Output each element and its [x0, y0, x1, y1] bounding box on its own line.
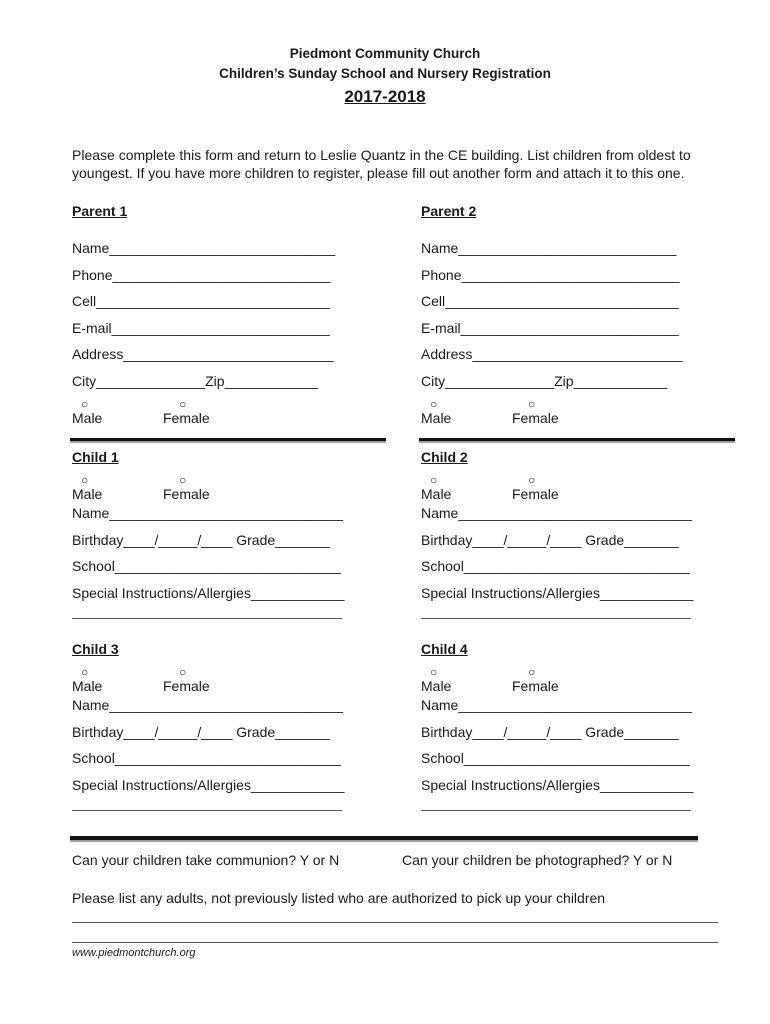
child-2-extra-line[interactable]: [421, 618, 691, 619]
child-4-heading: Child 4: [421, 641, 468, 657]
child-4-female-radio[interactable]: ○: [528, 665, 536, 679]
child-1-special-instructions-field[interactable]: Special Instructions/Allergies____________: [72, 585, 345, 601]
parent-2-male-label: Male: [421, 410, 452, 426]
parent-2-cell-field[interactable]: Cell______________________________: [421, 293, 679, 309]
pickup-question: Please list any adults, not previously listed who are authorized to pick up your children: [72, 890, 606, 906]
intro-line-1: Please complete this form and return to Leslie Quantz in the CE building. List children from oldest to: [72, 147, 691, 163]
communion-question[interactable]: Can your children take communion? Y or N: [72, 852, 340, 868]
child-2-female-label: Female: [512, 486, 559, 502]
parent-1-male-label: Male: [72, 410, 103, 426]
child-4-school-field[interactable]: School_____________________________: [421, 750, 690, 766]
child-3-extra-line[interactable]: [72, 810, 342, 811]
parent-1-female-radio[interactable]: ○: [179, 397, 187, 411]
child-3-male-label: Male: [72, 678, 103, 694]
church-name: Piedmont Community Church: [289, 46, 481, 61]
parent-1-phone-field[interactable]: Phone____________________________: [72, 267, 331, 283]
pickup-answer-line-2[interactable]: [72, 942, 718, 943]
child-4-male-label: Male: [421, 678, 452, 694]
child-1-female-radio[interactable]: ○: [179, 473, 187, 487]
form-title: Children’s Sunday School and Nursery Registration: [219, 66, 551, 81]
parent-2-address-field[interactable]: Address___________________________: [421, 346, 683, 362]
parent-2-divider: [419, 438, 735, 441]
child-2-female-radio[interactable]: ○: [528, 473, 536, 487]
pickup-answer-line-1[interactable]: [72, 922, 718, 923]
intro-line-2: youngest. If you have more children to register, please fill out another form and attach it to this one.: [72, 165, 685, 181]
child-1-school-field[interactable]: School_____________________________: [72, 558, 341, 574]
parent-1-address-field[interactable]: Address___________________________: [72, 346, 334, 362]
parent-1-email-field[interactable]: E-mail____________________________: [72, 320, 330, 336]
child-3-name-field[interactable]: Name______________________________: [72, 697, 343, 713]
parent-2-male-radio[interactable]: ○: [430, 397, 438, 411]
parent-2-heading: Parent 2: [421, 203, 477, 219]
child-2-special-instructions-field[interactable]: Special Instructions/Allergies____________: [421, 585, 694, 601]
child-3-birthday-grade-field[interactable]: Birthday____/_____/____ Grade_______: [72, 724, 330, 740]
child-1-heading: Child 1: [72, 449, 119, 465]
child-1-birthday-grade-field[interactable]: Birthday____/_____/____ Grade_______: [72, 532, 330, 548]
parent-2-female-label: Female: [512, 410, 559, 426]
parent-1-name-field[interactable]: Name_____________________________: [72, 240, 336, 256]
child-2-name-field[interactable]: Name______________________________: [421, 505, 692, 521]
child-4-female-label: Female: [512, 678, 559, 694]
parent-2-email-field[interactable]: E-mail____________________________: [421, 320, 679, 336]
child-1-female-label: Female: [163, 486, 210, 502]
parent-1-female-label: Female: [163, 410, 210, 426]
child-4-name-field[interactable]: Name______________________________: [421, 697, 692, 713]
child-2-school-field[interactable]: School_____________________________: [421, 558, 690, 574]
child-1-male-radio[interactable]: ○: [81, 473, 89, 487]
child-2-male-radio[interactable]: ○: [430, 473, 438, 487]
child-4-birthday-grade-field[interactable]: Birthday____/_____/____ Grade_______: [421, 724, 679, 740]
child-3-female-label: Female: [163, 678, 210, 694]
child-1-name-field[interactable]: Name______________________________: [72, 505, 343, 521]
photograph-question[interactable]: Can your children be photographed? Y or N: [402, 852, 673, 868]
parent-1-cell-field[interactable]: Cell______________________________: [72, 293, 330, 309]
child-4-special-instructions-field[interactable]: Special Instructions/Allergies____________: [421, 777, 694, 793]
parent-2-phone-field[interactable]: Phone____________________________: [421, 267, 680, 283]
parent-1-male-radio[interactable]: ○: [81, 397, 89, 411]
child-1-male-label: Male: [72, 486, 103, 502]
child-2-birthday-grade-field[interactable]: Birthday____/_____/____ Grade_______: [421, 532, 679, 548]
section-divider: [70, 836, 698, 840]
parent-2-female-radio[interactable]: ○: [528, 397, 536, 411]
child-2-heading: Child 2: [421, 449, 468, 465]
website-url: www.piedmontchurch.org: [72, 947, 196, 959]
parent-1-city-zip-field[interactable]: City______________Zip____________: [72, 373, 318, 389]
parent-1-heading: Parent 1: [72, 203, 128, 219]
school-year: 2017-2018: [344, 87, 426, 106]
child-4-male-radio[interactable]: ○: [430, 665, 438, 679]
parent-2-name-field[interactable]: Name____________________________: [421, 240, 677, 256]
child-3-special-instructions-field[interactable]: Special Instructions/Allergies____________: [72, 777, 345, 793]
parent-1-divider: [70, 438, 386, 441]
child-3-heading: Child 3: [72, 641, 119, 657]
parent-2-city-zip-field[interactable]: City______________Zip____________: [421, 373, 667, 389]
child-3-male-radio[interactable]: ○: [81, 665, 89, 679]
child-1-extra-line[interactable]: [72, 618, 342, 619]
child-4-extra-line[interactable]: [421, 810, 691, 811]
child-2-male-label: Male: [421, 486, 452, 502]
child-3-school-field[interactable]: School_____________________________: [72, 750, 341, 766]
child-3-female-radio[interactable]: ○: [179, 665, 187, 679]
